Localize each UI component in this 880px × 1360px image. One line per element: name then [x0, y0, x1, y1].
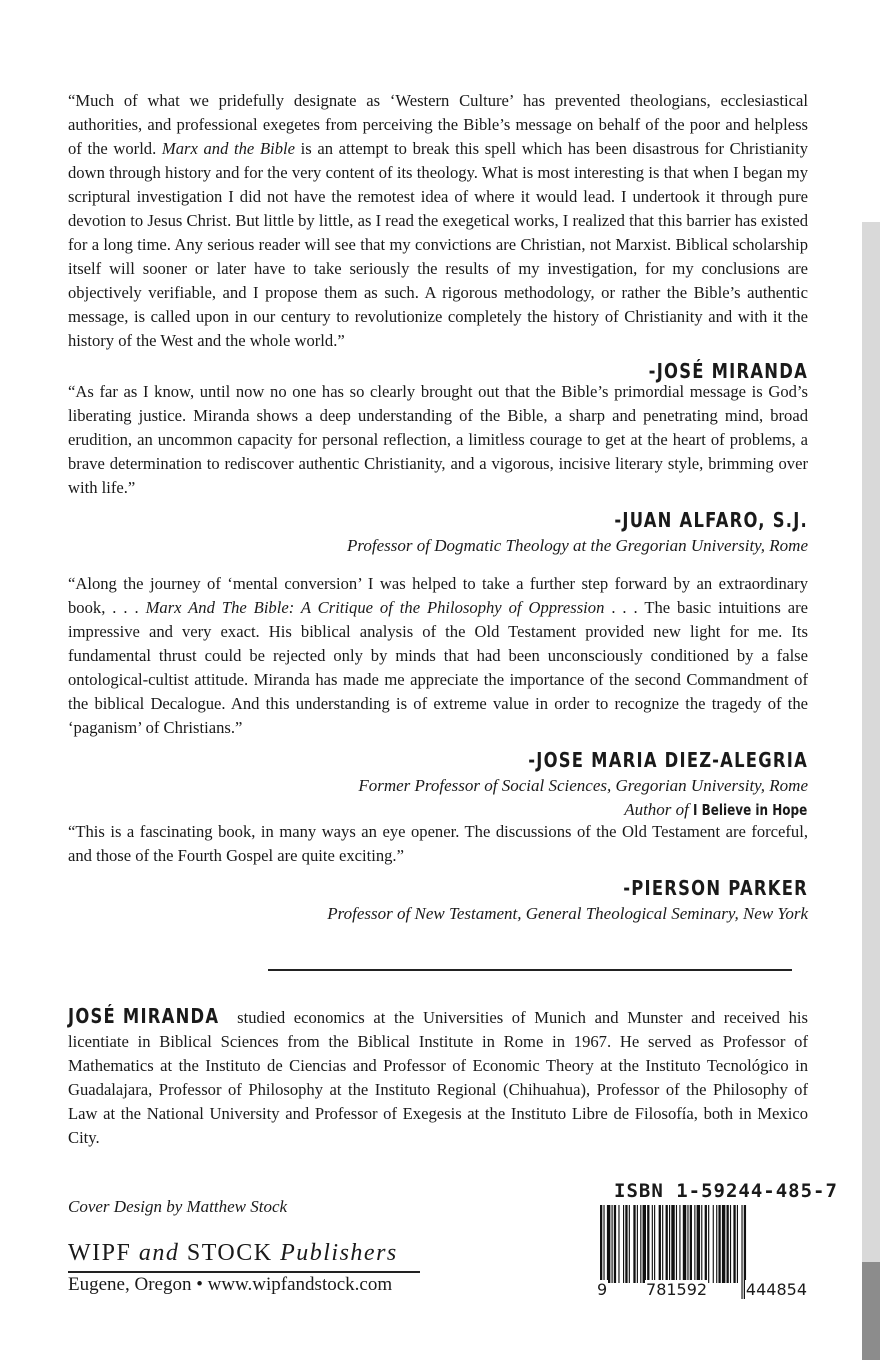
barcode-bar — [708, 1205, 709, 1283]
barcode-bar — [659, 1205, 661, 1283]
barcode-bar — [690, 1205, 692, 1283]
author-role: Professor of New Testament, General Theological Seminary, New York — [327, 904, 808, 923]
barcode-bar — [737, 1205, 738, 1283]
barcode-bar — [683, 1205, 686, 1283]
barcode-bar — [647, 1205, 649, 1283]
barcode-bar — [730, 1205, 731, 1283]
quote-diez-alegria — [68, 572, 808, 822]
barcode-bar — [623, 1205, 624, 1283]
quote-miranda — [68, 89, 808, 385]
barcode-bar — [614, 1205, 616, 1283]
bio-name: JOSÉ MIRANDA — [68, 1004, 220, 1028]
barcode-bar — [607, 1205, 610, 1283]
barcode-bar — [643, 1205, 646, 1283]
quote-text: “Along the journey of ‘mental conversion’ I was helped to take a further step forward by an extraordinary book, . . . Marx And The Bible: A Critique of the Philosophy of Oppression . . . The basic intuitions are impressive and very exact. His biblical analysis of the Old Testament provided new light for me. Its fundamental thrust could be rejected only by minds that had been unconsciously conditioned by a false ontological-cultist attitude. Miranda has made me appreciate the importance of the second Commandment of the biblical Decalogue. And this understanding is of extreme value in order to recognize the tragedy of the ‘paganism’ of Christians.” — [68, 574, 809, 737]
barcode-digits-right: 444854 — [745, 1280, 807, 1299]
barcode-bar — [705, 1205, 707, 1283]
barcode-bar — [701, 1205, 702, 1283]
cover-credit: Cover Design by Matthew Stock — [68, 1197, 288, 1216]
quote-author: -JOSE MARIA DIEZ-ALEGRIA — [528, 748, 808, 772]
barcode-bar — [669, 1205, 670, 1283]
barcode-bar — [637, 1205, 638, 1283]
barcode-bar — [722, 1205, 725, 1283]
author-role: Professor of Dogmatic Theology at the Gregorian University, Rome — [347, 536, 808, 555]
author-role: Former Professor of Social Sciences, Gregorian University, Rome — [358, 776, 808, 795]
barcode-bar — [727, 1205, 729, 1283]
publisher-logo: WIPF and STOCK Publishers — [68, 1240, 398, 1266]
barcode-bar — [679, 1205, 680, 1283]
quote-author: -PIERSON PARKER — [623, 876, 808, 900]
divider — [268, 969, 792, 971]
author-bio — [68, 1004, 808, 1150]
barcode-bar — [633, 1205, 635, 1283]
barcode-bar — [716, 1205, 717, 1283]
barcode-bar — [666, 1205, 668, 1283]
quote-text: “This is a fascinating book, in many ways an eye opener. The discussions of the Old Testament are forceful, and those of the Fourth Gospel are quite exciting.” — [68, 822, 808, 865]
barcode-bar — [640, 1205, 641, 1283]
quote-author: -JUAN ALFARO, S.J. — [614, 508, 808, 532]
barcode-bar — [618, 1205, 619, 1283]
barcode-bar — [718, 1205, 720, 1283]
quote-author: -JOSÉ MIRANDA — [648, 359, 808, 383]
barcode-bar — [662, 1205, 663, 1283]
page-edge-bar-dark — [862, 1262, 880, 1360]
barcode-bar — [625, 1205, 627, 1283]
barcode-bar — [694, 1205, 695, 1283]
barcode-digit-prefix: 9 — [597, 1280, 608, 1299]
barcode-bar — [687, 1205, 688, 1283]
bio-text: JOSÉ MIRANDA studied economics at the Universities of Munich and Munster and received his licentiate in Biblical Sciences from the Biblical Institute in Rome in 1967. He served as Professor of Mathematics at the Instituto de Ciencias and Professor of Economic Theory at the Instituto Tecnológico in Guadalajara, Professor of Philosophy at the Instituto Regional (Chihuahua), Professor of the Philosophy of Law at the National University and Professor of Exegesis at the Instituto Libre de Filosofía, both in Mexico City. — [68, 1004, 808, 1147]
barcode-bar — [733, 1205, 735, 1283]
barcode-bar — [652, 1205, 653, 1283]
author-book: Author of I Believe in Hope — [624, 800, 808, 819]
barcode-digits-left: 781592 — [646, 1280, 708, 1299]
publisher-location: Eugene, Oregon • www.wipfandstock.com — [68, 1274, 393, 1295]
barcode-bar — [697, 1205, 700, 1283]
quote-parker — [68, 820, 808, 926]
barcode-bar — [612, 1205, 613, 1283]
quote-alfaro — [68, 380, 808, 558]
barcode-digits — [596, 1280, 808, 1299]
quote-text: “As far as I know, until now no one has so clearly brought out that the Bible’s primordial message is God’s liberating justice. Miranda shows a deep understanding of the Bible, a sharp and penetrating mind, broad erudition, an uncommon capacity for personal reflection, a limitless courage to get at the heart of problems, a brave determination to rediscover authentic Christianity, and a vigorous, incisive literary style, brimming over with life.” — [68, 382, 808, 497]
barcode-bar — [713, 1205, 714, 1283]
quote-text: “Much of what we pridefully designate as ‘Western Culture’ has prevented theologians, ecclesiastical authorities, and professional exegetes from perceiving the Bible’s message on behalf of the poor and helpless of the world. Marx and the Bible is an attempt to break this spell which has been disastrous for Christianity down through history and for the very content of its theology. What is most interesting is that when I began my scriptural investigation I did not have the remotest idea of where it would lead. I undertook it through pure devotion to Jesus Christ. But little by little, as I read the exegetical works, I realized that this barrier has existed for a long time. Any serious reader will see that my convictions are Christian, not Marxist. Biblical scholarship itself will sooner or later have to take seriously the results of my investigation, for my conclusions are objectively verifiable, and I propose them as such. A rigorous methodology, or rather the Bible’s authentic message, is called upon in our century to revolutionize completely the history of Christianity and with it the history of the West and the whole world.” — [68, 91, 809, 350]
isbn-label: ISBN 1-59244-485-7 — [614, 1180, 838, 1202]
page-edge-bar — [862, 222, 880, 1262]
barcode-bar — [654, 1205, 655, 1283]
barcode-bar — [629, 1205, 630, 1283]
publisher-rule — [68, 1271, 420, 1273]
